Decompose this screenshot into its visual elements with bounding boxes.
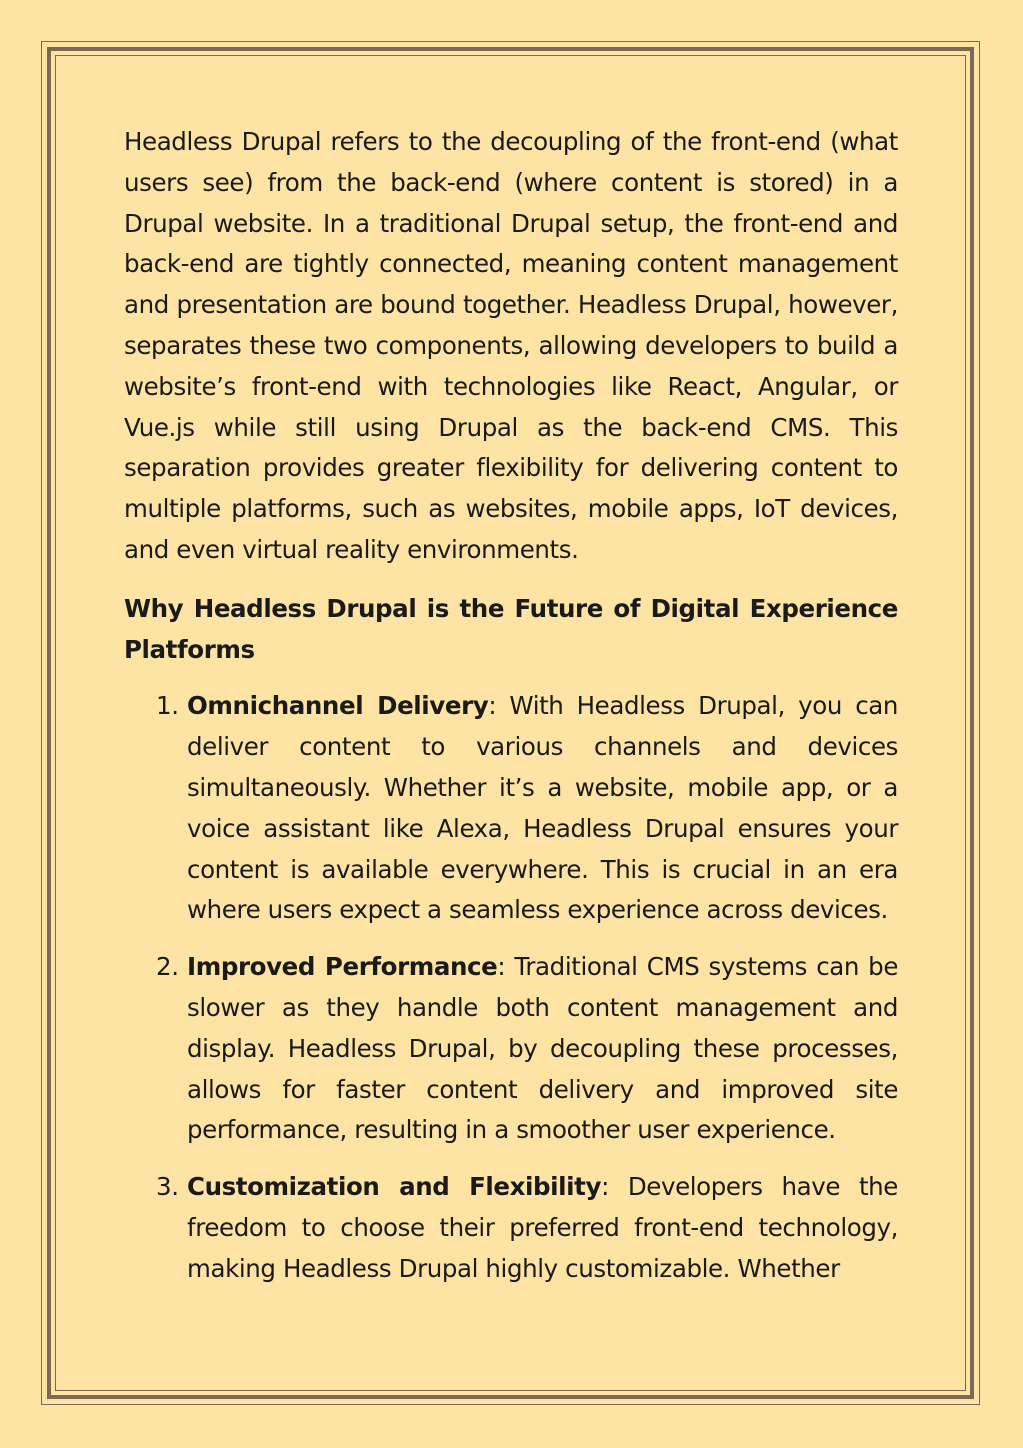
- section-heading: Why Headless Drupal is the Future of Digital Experience Platforms: [124, 593, 898, 664]
- list-item-number: 3.: [156, 1172, 179, 1202]
- list-item: [124, 947, 898, 1151]
- numbered-list: [124, 686, 898, 1289]
- list-item-number: 2.: [156, 952, 179, 982]
- intro-paragraph: Headless Drupal refers to the decoupling of the front-end (what users see) from the back-end (where content is stored) in a Drupal website. In a traditional Drupal setup, the front-end and back-end are tightly connected, meaning content management and presentation are bound together. Headless Drupal, however, separates these two components, allowing developers to build a website’s front-end with technologies like React, Angular, or Vue.js while still using Drupal as the back-end CMS. This separation provides greater flexibility for delivering content to multiple platforms, such as websites, mobile apps, IoT devices, and even virtual reality environments.: [124, 127, 898, 564]
- list-item-term: Customization and Flexibility: [187, 1172, 602, 1202]
- list-item: [124, 1167, 898, 1289]
- list-item-text: : With Headless Drupal, you can deliver content to various channels and devices simultaneously. Whether it’s a website, mobile app, or a voice assistant like Alexa, Headless Drupal ensures your content is available everywhere. This is crucial in an era where users expect a seamless experience across devices.: [187, 691, 899, 925]
- list-item-text: : Traditional CMS systems can be slower as they handle both content management and display. Headless Drupal, by decoupling these processes, allows for faster content delivery and improved site performance, resulting in a smoother user experience.: [187, 952, 898, 1145]
- list-item-term: Omnichannel Delivery: [187, 691, 489, 721]
- list-item: [124, 686, 898, 931]
- list-item-text: : Developers have the freedom to choose their preferred front-end technology, making Headless Drupal highly customizable. Whether: [187, 1172, 898, 1283]
- list-item-number: 1.: [156, 691, 179, 721]
- list-item-term: Improved Performance: [187, 952, 498, 982]
- document-body: [124, 122, 898, 1306]
